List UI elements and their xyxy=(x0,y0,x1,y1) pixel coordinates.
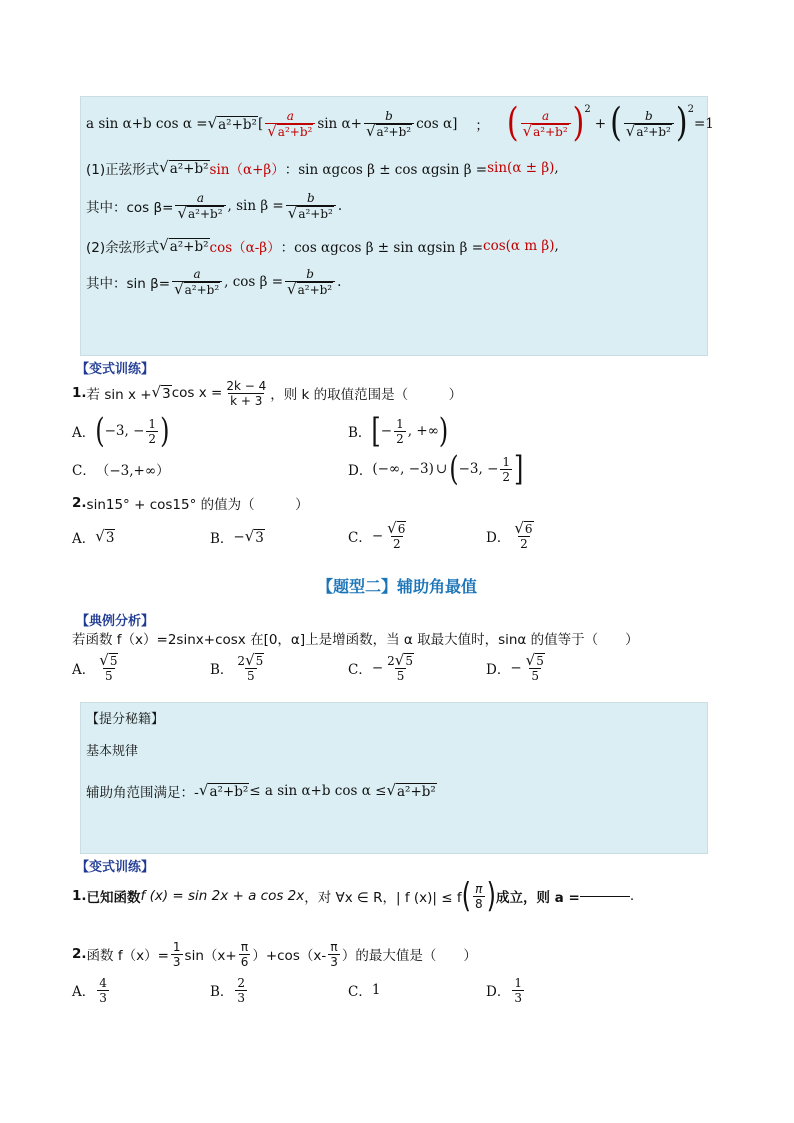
text: cos α] xyxy=(416,116,458,132)
option-label: C． xyxy=(348,530,372,546)
text: 成立，则 a = xyxy=(495,890,580,906)
text: −3, − xyxy=(104,423,145,439)
den: k + 3 xyxy=(230,393,263,408)
q2-option-b[interactable]: B． − √ 3 xyxy=(210,526,264,547)
fraction: a √ a²+b² xyxy=(521,109,571,139)
tips-law: 基本规律 xyxy=(86,744,139,759)
ex-option-b[interactable]: B． 2 √ 5 5 xyxy=(210,651,264,683)
text: 其中：sin β= xyxy=(86,276,171,292)
num: a xyxy=(542,109,550,123)
text: cos（α-β） xyxy=(209,240,281,256)
den: 2 xyxy=(502,469,511,484)
sqrt: √ a²+b² xyxy=(207,113,257,133)
text: （−3,+∞） xyxy=(95,463,170,479)
text: a sin α+b cos α = xyxy=(86,116,208,132)
text: − xyxy=(233,529,245,545)
option-label: A． xyxy=(72,531,96,547)
option-label: D． xyxy=(486,662,511,678)
text: 1 xyxy=(371,982,381,998)
radicand: 5 xyxy=(405,654,413,668)
text: − xyxy=(371,528,384,544)
ex-option-c[interactable]: C． − 2 √ 5 5 xyxy=(348,651,413,683)
text: sin（α+β） xyxy=(209,162,285,178)
text: cos x = xyxy=(171,385,223,401)
num: b xyxy=(644,109,653,123)
text: − xyxy=(380,423,393,439)
den: 5 xyxy=(396,669,405,683)
text: (−∞, −3) xyxy=(372,461,434,477)
option-label: C． xyxy=(348,984,372,1000)
den: 6 xyxy=(240,954,249,969)
text: sin（x+ xyxy=(184,948,237,964)
text: , sin β = xyxy=(227,198,284,214)
text: cos(α m β) xyxy=(483,238,555,254)
num: b xyxy=(306,191,315,205)
q3-option-c[interactable] xyxy=(348,978,380,1002)
q3-option-b[interactable] xyxy=(210,972,249,1008)
den: 2 xyxy=(392,537,401,551)
fraction: a √ a²+b² xyxy=(265,109,315,139)
q2-option-d[interactable]: D． √ 6 2 xyxy=(486,519,533,551)
num: 1 xyxy=(514,975,522,990)
text: , xyxy=(554,160,559,176)
text: ； xyxy=(475,118,489,134)
radicand: 6 xyxy=(397,522,406,536)
q1-option-b[interactable]: B． [ − $\frac{1}{2}$ , +∞ ) xyxy=(348,411,449,451)
option-label: C． xyxy=(72,463,96,479)
text: ≤ a sin α+b cos α ≤ xyxy=(249,783,387,799)
section-title: 【题型二】辅助角最值 xyxy=(316,577,477,596)
q-number: 1. xyxy=(72,888,87,904)
num: a xyxy=(286,109,294,123)
den: 5 xyxy=(105,669,113,683)
answer-blank[interactable] xyxy=(580,896,630,897)
den: 2 xyxy=(148,431,157,446)
num: 2 xyxy=(237,975,246,990)
formula-line-1: a sin α+b cos α = √ a²+b² [ a √ a²+b² sin α+ b √ a²+b² cos α] ； ( a √ a²+b² ) $^2$ + ( b √ a²+b² ) $^2$ =1 xyxy=(86,100,714,147)
radicand: 5 xyxy=(536,654,544,668)
den: 8 xyxy=(474,896,483,911)
section-tag: 【典例分析】 xyxy=(76,614,155,629)
text: sin α+ xyxy=(317,116,362,132)
q3-option-a[interactable] xyxy=(72,972,111,1008)
text: 若 sin x + xyxy=(86,387,152,403)
text: , +∞ xyxy=(407,423,439,439)
formula-line-2: (1)正弦形式 √ a²+b² sin（α+β） ：sin αgcos β ± cos αgsin β = sin(α ± β) , xyxy=(86,157,559,178)
text: =1 xyxy=(693,116,714,132)
option-label: B． xyxy=(210,984,234,1000)
option-label: A． xyxy=(72,662,96,678)
fraction: b √ a²+b² xyxy=(364,109,414,139)
text: ：cos αgcos β ± sin αgsin β = xyxy=(280,240,484,256)
coef: 2 xyxy=(387,654,395,668)
num: 1 xyxy=(148,416,157,431)
tips-tag: 【提分秘籍】 xyxy=(86,712,165,727)
formula-line-3: 其中：cos β= a √ a²+b² , sin β = b √ a²+b² . xyxy=(86,191,343,222)
q1-option-c[interactable] xyxy=(72,454,170,484)
formula-line-4: (2)余弦形式 √ a²+b² cos（α-β） ：cos αgcos β ± sin αgsin β = cos(α m β) , xyxy=(86,235,559,256)
radicand: 6 xyxy=(524,522,533,536)
example-question xyxy=(72,628,639,648)
option-label: D． xyxy=(486,984,511,1000)
text: , cos β = xyxy=(224,274,284,290)
ex-option-d[interactable]: D． − √ 5 5 xyxy=(486,651,544,683)
text: − xyxy=(510,660,522,676)
radicand: 3 xyxy=(255,529,264,546)
den: 3 xyxy=(99,990,107,1005)
text: ，则 k 的取值范围是（ ） xyxy=(270,387,463,403)
text: (1)正弦形式 xyxy=(86,162,160,178)
option-label: A． xyxy=(72,984,96,1000)
option-label: B． xyxy=(210,531,234,547)
text: . xyxy=(337,198,343,214)
option-label: D． xyxy=(348,463,373,479)
num: a xyxy=(196,191,205,205)
den: 3 xyxy=(330,954,338,969)
option-label: D． xyxy=(486,530,511,546)
num: 1 xyxy=(396,416,404,431)
text: . xyxy=(629,888,635,904)
coef: 2 xyxy=(237,654,246,668)
q-number: 2. xyxy=(72,946,87,962)
formula-line-5: 其中：sin β= a √ a²+b² , cos β = b √ a²+b² . xyxy=(86,267,342,298)
text: 已知函数 xyxy=(86,890,141,906)
num: a xyxy=(193,267,201,281)
text: ）+cos（x- xyxy=(252,948,327,964)
num: π xyxy=(330,939,338,954)
text: . xyxy=(337,274,342,290)
den: 3 xyxy=(172,954,181,969)
tips-range: 辅助角范围满足：- √ a²+b² ≤ a sin α+b cos α ≤ √ a²+b² xyxy=(86,780,436,801)
text: , xyxy=(554,238,559,254)
text: 若函数 f（x）=2sinx+cosx 在[0，α]上是增函数，当 α 取最大值时，sinα 的值等于（ ） xyxy=(72,632,639,648)
radicand: 5 xyxy=(109,654,118,668)
question-2 xyxy=(72,492,309,514)
num: 1 xyxy=(172,939,181,954)
den: 2 xyxy=(520,537,528,551)
text: ）的最大值是（ ） xyxy=(341,948,477,964)
q1-option-a[interactable]: A． ( −3, − $\frac{1}{2}$ ) xyxy=(72,411,170,451)
q-number: 1. xyxy=(72,385,87,401)
text: 其中：cos β= xyxy=(86,200,174,216)
radicand: 5 xyxy=(255,654,264,668)
num: π xyxy=(240,939,249,954)
text: − xyxy=(371,660,384,676)
text: 函数 f（x）= xyxy=(86,948,169,964)
q-number: 2. xyxy=(72,495,87,511)
option-label: C． xyxy=(348,662,372,678)
q2-option-a[interactable]: A． √ 3 xyxy=(72,526,115,547)
q3-option-d[interactable] xyxy=(486,972,526,1008)
radicand: 3 xyxy=(162,385,171,402)
ex-option-a[interactable]: A． √ 5 5 xyxy=(72,651,118,683)
section-tag: 【变式训练】 xyxy=(76,362,155,377)
text: sin15° + cos15° 的值为（ ） xyxy=(86,497,309,513)
den: 5 xyxy=(247,669,255,683)
radicand: 3 xyxy=(105,529,115,546)
den: 2 xyxy=(396,431,404,446)
num: b xyxy=(385,109,393,123)
num: 2k − 4 xyxy=(226,378,267,393)
text: (2)余弦形式 xyxy=(86,240,160,256)
den: 5 xyxy=(531,669,540,683)
text: ：sin αgcos β ± cos αgsin β = xyxy=(284,162,488,178)
q2-option-c[interactable]: C． − √ 6 2 xyxy=(348,519,406,551)
option-label: B． xyxy=(210,662,234,678)
num: 4 xyxy=(99,975,107,990)
den: 3 xyxy=(237,990,246,1005)
num: b xyxy=(306,267,314,281)
den: 3 xyxy=(514,990,522,1005)
question-3-2 xyxy=(72,934,477,974)
text: −3, − xyxy=(458,461,499,477)
q1-option-d[interactable]: D． (−∞, −3) ∪ ( −3, − $\frac{1}{2}$ ] xyxy=(348,449,524,489)
question-3-1: 1. 已知函数 f (x) = sin 2x + a cos 2x ，对 ∀x ∈ R，| f (x)| ≤ f ( $\frac{\pi}{8}$ ) 成立，则 a = . xyxy=(72,876,635,916)
text: ，对 ∀x ∈ R，| f (x)| ≤ f xyxy=(304,890,462,906)
section-tag: 【变式训练】 xyxy=(76,860,155,875)
question-1: 1. 若 sin x + √ 3 cos x = $\frac{2k - 4}{k + 3}$ ，则 k 的取值范围是（ ） xyxy=(72,378,463,408)
text: 辅助角范围满足：- xyxy=(86,785,199,801)
text: sin(α ± β) xyxy=(487,160,555,176)
num: 1 xyxy=(502,454,511,469)
num: π xyxy=(475,881,483,896)
text: f (x) = sin 2x + a cos 2x xyxy=(140,888,305,904)
fraction: b √ a²+b² xyxy=(624,109,674,139)
option-label: B． xyxy=(348,425,372,441)
option-label: A． xyxy=(72,425,96,441)
